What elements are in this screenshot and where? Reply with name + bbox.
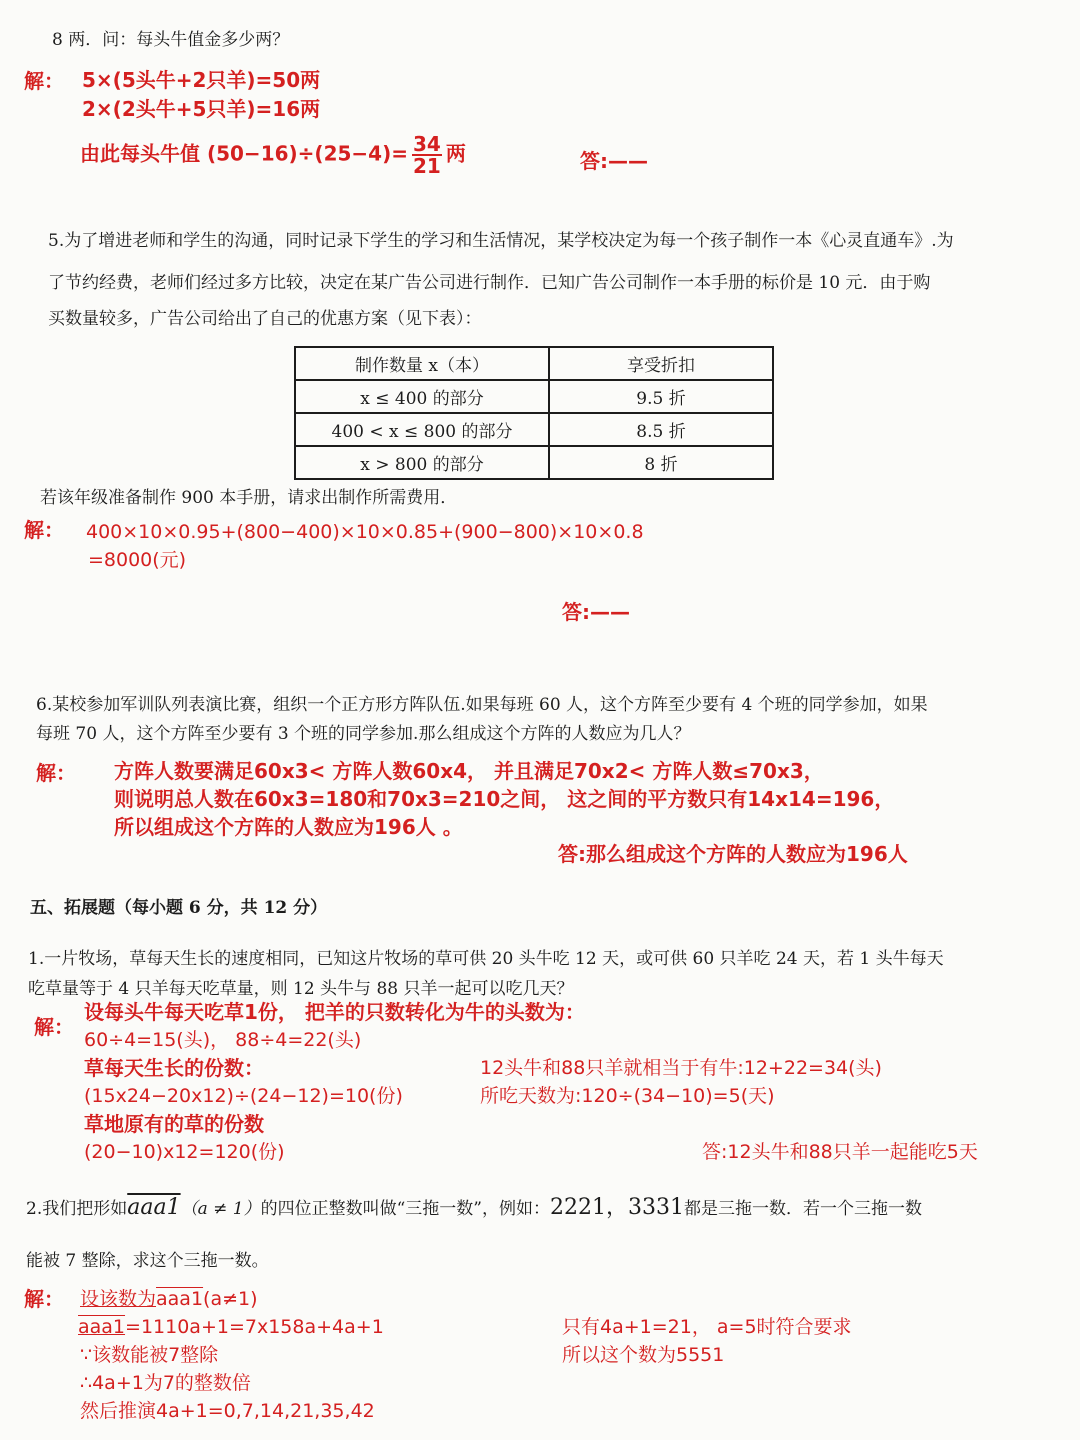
p2-line1-pre: 2.我们把形如	[26, 1199, 128, 1219]
problem-5-line2: 了节约经费，老师们经过多方比较，决定在某广告公司进行制作．已知广告公司制作一本手册的标价是 10 元．由于购	[48, 273, 931, 293]
solution-label: 解：	[24, 69, 64, 93]
problem-8-tail: 8 两．问：每头牛值金多少两？	[52, 30, 290, 50]
p1-solution-line4: (15x24−20x12)÷(24−12)=10(份)	[84, 1085, 403, 1107]
q8-solution-line2: 2×(2头牛+5只羊)=16两	[82, 97, 321, 121]
q6-solution-line3: 所以组成这个方阵的人数应为196人 。	[114, 815, 463, 839]
q8-solution-line3	[80, 134, 466, 176]
p2-condition: （a ≠ 1）	[180, 1199, 261, 1219]
fraction-numerator: 34	[412, 132, 441, 156]
p1-solution-line6: (20−10)x12=120(份)	[84, 1141, 285, 1163]
solution-label: 解：	[24, 518, 64, 542]
table-cell: x ≤ 400 的部分	[295, 380, 549, 413]
q8-solution-line3-text: 由此每头牛值 (50−16)÷(25−4)=	[80, 141, 408, 166]
discount-table	[294, 346, 774, 480]
table-cell: x > 800 的部分	[295, 446, 549, 479]
extension-2-line1	[26, 1193, 922, 1224]
table-cell: 400 < x ≤ 800 的部分	[295, 413, 549, 446]
section-heading: 五、拓展题（每小题 6 分，共 12 分）	[30, 898, 328, 918]
q8-answer: 答:——	[580, 149, 648, 173]
solution-label: 解：	[34, 1015, 74, 1039]
problem-5-line3: 买数量较多，广告公司给出了自己的优惠方案（见下表）：	[48, 309, 482, 329]
table-header-row	[295, 347, 773, 380]
problem-6-line1: 6.某校参加军训队列表演比赛，组织一个正方形方阵队伍.如果每班 60 人，这个方阵至少要有 4 个班的同学参加，如果	[36, 695, 928, 715]
q5-solution-line1: 400×10×0.95+(800−400)×10×0.85+(900−800)×10×0.8	[86, 521, 644, 543]
p2-solution-right2: 所以这个数为5551	[562, 1344, 725, 1366]
p2-solution-condition: (a≠1)	[203, 1288, 258, 1310]
p2-solution-line1-pre: 设该数为	[80, 1288, 157, 1310]
q6-answer: 答:那么组成这个方阵的人数应为196人	[558, 842, 908, 866]
p2-line1-post: 的四位正整数叫做“三拖一数”，例如：	[260, 1199, 550, 1219]
fraction	[412, 134, 442, 176]
extension-1-line2: 吃草量等于 4 只羊每天吃草量，则 12 头牛与 88 只羊一起可以吃几天？	[28, 979, 574, 999]
q6-solution-line2: 则说明总人数在60x3=180和70x3=210之间， 这之间的平方数只有14x14=196，	[114, 787, 895, 811]
overline-notation: aaa1	[156, 1288, 204, 1310]
p1-solution-line5: 草地原有的草的份数	[84, 1112, 264, 1136]
overline-notation: aaa1	[78, 1316, 126, 1338]
solution-label: 解：	[24, 1287, 64, 1311]
table-cell: 9.5 折	[549, 380, 773, 413]
extension-2-line2: 能被 7 整除，求这个三拖一数。	[26, 1251, 269, 1271]
p2-solution-line5: 然后推演4a+1=0,7,14,21,35,42	[80, 1400, 375, 1422]
q5-answer: 答:——	[562, 600, 630, 624]
table-header-cell: 制作数量 x（本）	[295, 347, 549, 380]
p1-solution-right2: 所吃天数为:120÷(34−10)=5(天)	[480, 1085, 775, 1107]
p2-solution-line3: ∵该数能被7整除	[80, 1344, 219, 1366]
table-row	[295, 446, 773, 479]
q6-solution-line1: 方阵人数要满足60x3< 方阵人数60x4， 并且满足70x2< 方阵人数≤70x3，	[114, 759, 824, 783]
solution-label: 解：	[36, 761, 76, 785]
table-cell: 8.5 折	[549, 413, 773, 446]
p1-solution-line2: 60÷4=15(头)， 88÷4=22(头)	[84, 1029, 362, 1051]
p1-solution-line1: 设每头牛每天吃草1份， 把羊的只数转化为牛的头数为：	[84, 1000, 585, 1024]
q5-solution-line2: =8000(元)	[88, 549, 187, 571]
p2-line1-tail: 都是三拖一数．若一个三拖一数	[683, 1199, 922, 1219]
table-cell: 8 折	[549, 446, 773, 479]
table-row	[295, 380, 773, 413]
problem-5-line1: 5.为了增进老师和学生的沟通，同时记录下学生的学习和生活情况，某学校决定为每一个孩子制作一本《心灵直通车》.为	[48, 231, 954, 251]
p2-solution-right1: 只有4a+1=21， a=5时符合要求	[562, 1316, 852, 1338]
p2-solution-line1	[80, 1288, 258, 1310]
p2-solution-line2-rest: =1110a+1=7x158a+4a+1	[125, 1316, 384, 1338]
overline-notation: aaa1	[127, 1195, 181, 1220]
p2-solution-line2	[78, 1316, 384, 1338]
fraction-denominator: 21	[412, 154, 441, 178]
p2-examples: 2221，3331	[550, 1195, 684, 1220]
p1-solution-right1: 12头牛和88只羊就相当于有牛:12+22=34(头)	[480, 1057, 882, 1079]
q8-solution-line1: 5×(5头牛+2只羊)=50两	[82, 68, 321, 92]
table-header-cell: 享受折扣	[549, 347, 773, 380]
problem-6-line2: 每班 70 人，这个方阵至少要有 3 个班的同学参加.那么组成这个方阵的人数应为几人？	[36, 724, 691, 744]
p1-answer: 答:12头牛和88只羊一起能吃5天	[702, 1141, 978, 1163]
table-row	[295, 413, 773, 446]
problem-5-question: 若该年级准备制作 900 本手册，请求出制作所需费用．	[40, 488, 458, 508]
p1-solution-line3: 草每天生长的份数：	[84, 1056, 264, 1080]
p2-solution-line4: ∴4a+1为7的整数倍	[80, 1372, 251, 1394]
extension-1-line1: 1.一片牧场，草每天生长的速度相同，已知这片牧场的草可供 20 头牛吃 12 天，或可供 60 只羊吃 24 天，若 1 头牛每天	[28, 949, 944, 969]
q8-unit: 两	[445, 141, 466, 166]
